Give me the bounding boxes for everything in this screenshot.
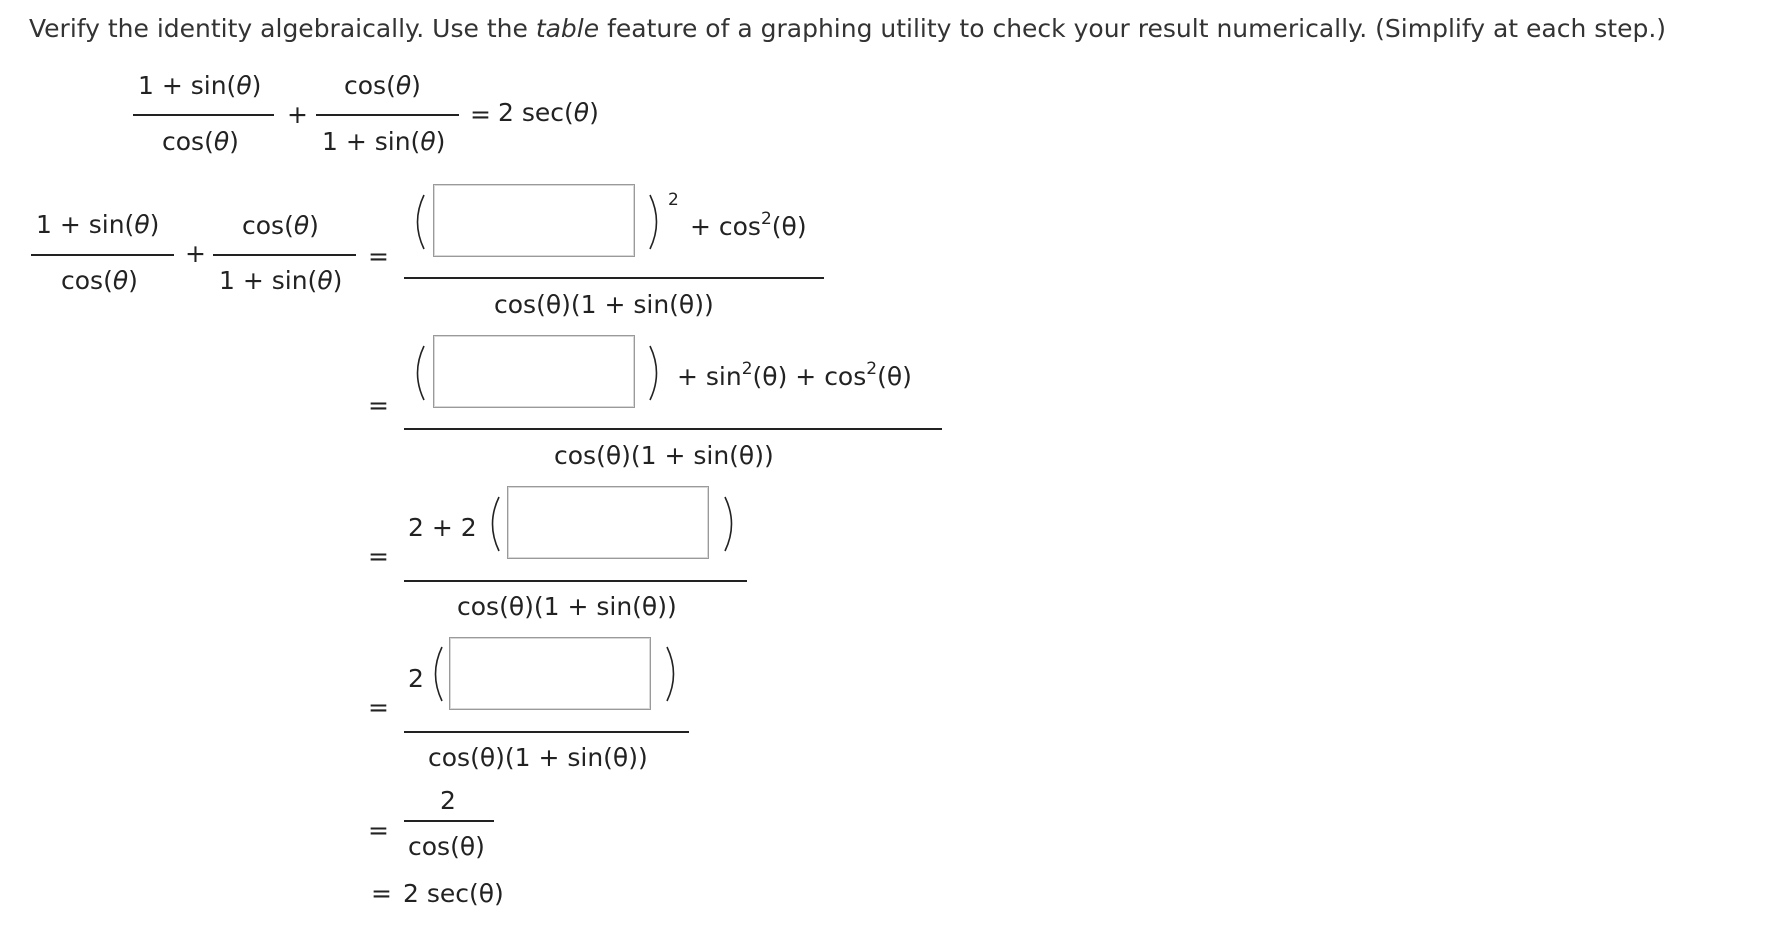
answer-input-1[interactable] (434, 185, 634, 256)
step4-open-paren (426, 644, 446, 704)
lhs-term2-numerator: cos(θ) (242, 211, 319, 240)
step1-denominator: cos(θ)(1 + sin(θ)) (494, 290, 714, 319)
answer-box-4[interactable] (449, 637, 651, 710)
step2-bar (404, 428, 942, 430)
answer-box-3[interactable] (507, 486, 709, 559)
step3-close-paren (721, 494, 741, 554)
step4-prefix: 2 (408, 664, 424, 693)
instructions-text: Verify the identity algebraically. Use the table feature of a graphing utility to check your result numerically. (Simplify at each step.) (29, 14, 1667, 43)
answer-input-3[interactable] (508, 487, 708, 558)
answer-box-1[interactable] (433, 184, 635, 257)
lhs-plus: + (185, 239, 206, 268)
step1-bar (404, 277, 824, 279)
identity-term2-bar (316, 114, 459, 116)
identity-equals: = (470, 100, 491, 129)
step4-denominator: cos(θ)(1 + sin(θ)) (428, 743, 648, 772)
lhs-term2-bar (213, 254, 356, 256)
step3-open-paren (483, 494, 503, 554)
answer-box-2[interactable] (433, 335, 635, 408)
step1-exponent: 2 (668, 190, 679, 210)
answer-input-4[interactable] (450, 638, 650, 709)
lhs-term1-denominator: cos(θ) (61, 266, 138, 295)
identity-term1-bar (133, 114, 274, 116)
identity-term2-denominator: 1 + sin(θ) (322, 127, 446, 156)
identity-rhs: 2 sec(θ) (498, 98, 599, 127)
step1-equals: = (368, 242, 389, 271)
step3-denominator: cos(θ)(1 + sin(θ)) (457, 592, 677, 621)
step4-close-paren (663, 644, 683, 704)
step1-tail: + $\cos^2(\theta)$ (690, 209, 807, 241)
step2-equals: = (368, 391, 389, 420)
step1-open-paren (408, 192, 428, 252)
step5-equals: = (368, 816, 389, 845)
answer-input-2[interactable] (434, 336, 634, 407)
step3-prefix: 2 + 2 (408, 513, 477, 542)
step4-equals: = (368, 693, 389, 722)
final-equals: = (371, 879, 392, 908)
step2-open-paren (408, 343, 428, 403)
identity-term1-denominator: cos(θ) (162, 127, 239, 156)
step5-numerator: 2 (440, 786, 456, 815)
step1-close-paren (646, 192, 666, 252)
step5-denominator: cos(θ) (408, 832, 485, 861)
identity-plus: + (287, 100, 308, 129)
lhs-term1-bar (31, 254, 174, 256)
step2-tail: + $\sin^2(\theta) + \cos^2(\theta)$ (677, 359, 912, 391)
step5-bar (404, 820, 494, 822)
step3-equals: = (368, 542, 389, 571)
final-result: 2 sec(θ) (403, 879, 504, 908)
step3-bar (404, 580, 747, 582)
identity-term1-numerator: 1 + sin(θ) (138, 71, 262, 100)
lhs-term1-numerator: 1 + sin(θ) (36, 210, 160, 239)
step2-denominator: cos(θ)(1 + sin(θ)) (554, 441, 774, 470)
step4-bar (404, 731, 689, 733)
step2-close-paren (646, 343, 666, 403)
identity-term2-numerator: cos(θ) (344, 71, 421, 100)
lhs-term2-denominator: 1 + sin(θ) (219, 266, 343, 295)
